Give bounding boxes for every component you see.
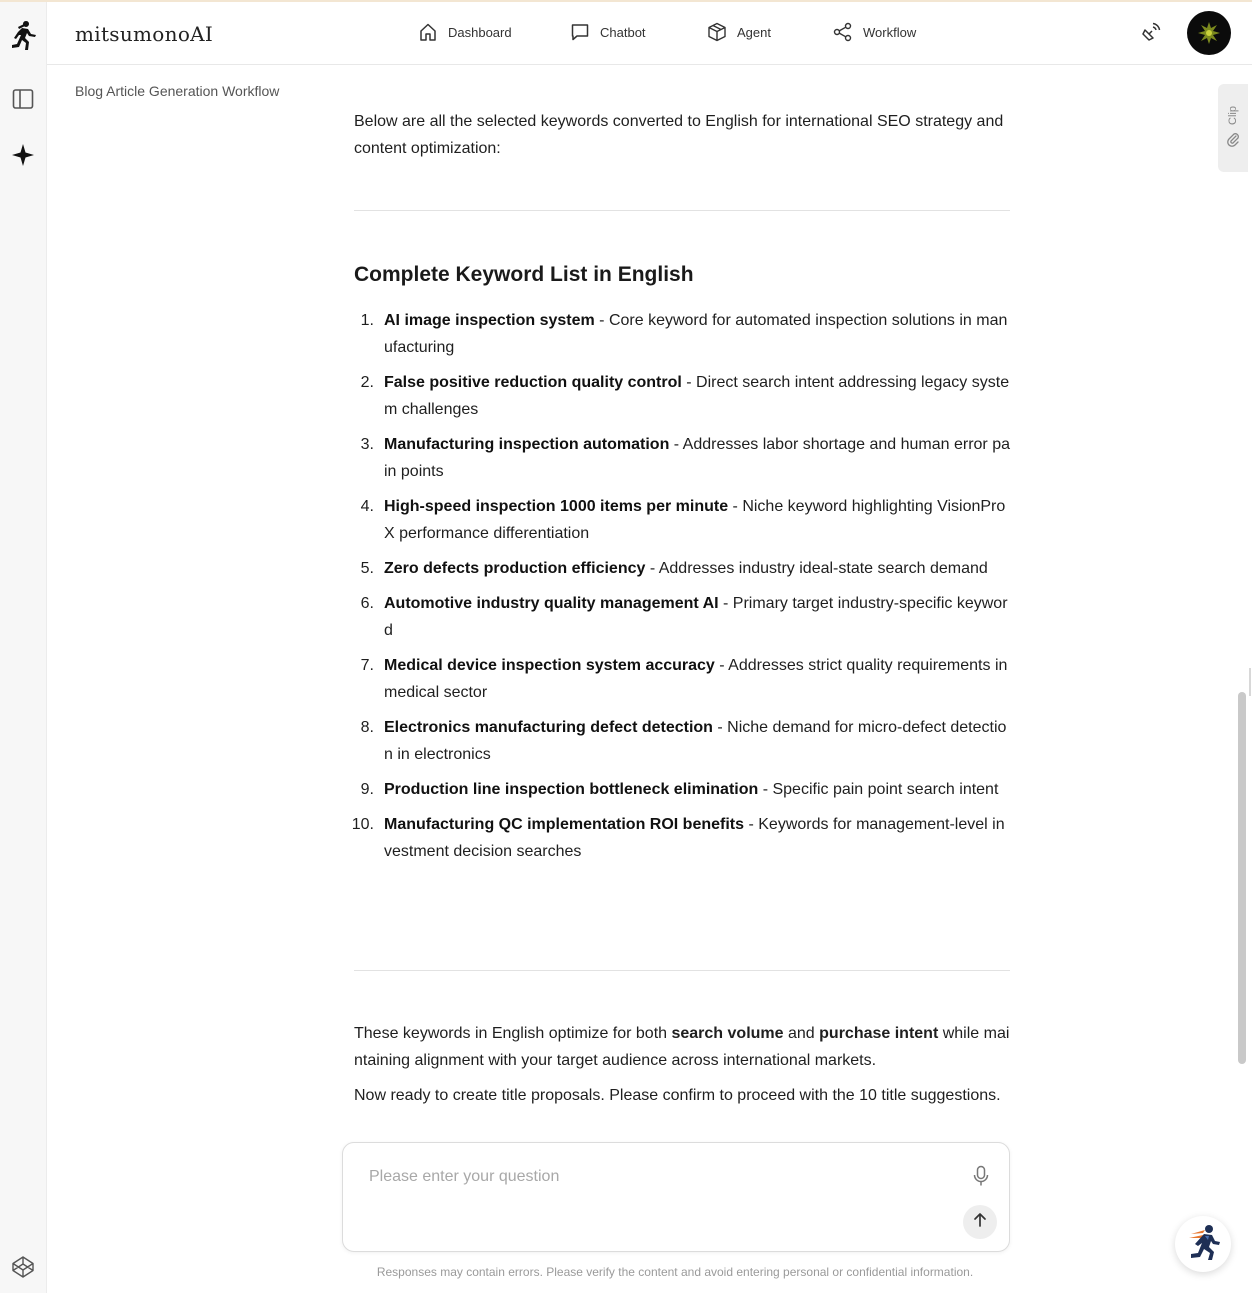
- microphone-icon[interactable]: [969, 1163, 993, 1189]
- intro-text: Below are all the selected keywords converted to English for international SEO strategy and content optimization:: [354, 113, 1004, 157]
- nav-label: Chatbot: [600, 24, 646, 40]
- keyword-term: Manufacturing inspection automation: [384, 436, 670, 453]
- list-item: [354, 555, 1010, 582]
- keyword-term: Electronics manufacturing defect detection: [384, 719, 713, 736]
- list-item: [354, 590, 1010, 644]
- sparkle-icon[interactable]: [8, 140, 38, 170]
- top-header: [47, 2, 1252, 65]
- disclaimer-text: Responses may contain errors. Please verify the content and avoid entering personal or confidential information.: [376, 1265, 974, 1279]
- list-number: 7.: [360, 657, 374, 674]
- keyword-term: Zero defects production efficiency: [384, 560, 646, 577]
- runner-logo-icon[interactable]: [8, 20, 38, 50]
- nav-chatbot[interactable]: [570, 22, 646, 42]
- outro-segment: while maintaining alignment with your target audience across international markets.: [354, 1025, 1010, 1069]
- breadcrumb[interactable]: Blog Article Generation Workflow: [75, 83, 280, 99]
- list-item: [354, 652, 1010, 706]
- list-item: [351, 811, 1010, 865]
- list-item: [354, 714, 1010, 768]
- outro-segment: and: [783, 1025, 820, 1042]
- outro-bold: purchase intent: [819, 1025, 939, 1042]
- list-number: 3.: [360, 436, 374, 453]
- list-number: 10.: [351, 816, 374, 833]
- keyword-desc: - Keywords for management-level investment decision searches: [384, 816, 1005, 860]
- nav-label: Dashboard: [448, 24, 512, 40]
- chat-composer: [342, 1142, 1010, 1252]
- list-number: 9.: [360, 781, 374, 798]
- sidebar-toggle-icon[interactable]: [8, 84, 38, 114]
- list-number: 8.: [360, 719, 374, 736]
- nav-agent[interactable]: [707, 22, 771, 42]
- brand-name[interactable]: mitsumonoAI: [75, 22, 214, 46]
- assistant-mascot-button[interactable]: [1175, 1216, 1231, 1272]
- keyword-term: Medical device inspection system accuracy: [384, 657, 715, 674]
- list-number: 4.: [360, 498, 374, 515]
- list-item: [354, 307, 1010, 361]
- keyword-list-heading: Complete Keyword List in English: [354, 263, 694, 286]
- keyword-term: False positive reduction quality control: [384, 374, 682, 391]
- scroll-edge-marker: [1249, 668, 1251, 696]
- list-number: 1.: [360, 312, 374, 329]
- outro-segment: These keywords in English optimize for both: [354, 1025, 672, 1042]
- nav-dashboard[interactable]: [418, 22, 512, 42]
- avatar[interactable]: [1187, 11, 1231, 55]
- list-number: 2.: [360, 374, 374, 391]
- runner-mascot-icon: [1183, 1222, 1223, 1267]
- home-icon: [418, 22, 438, 42]
- outro-bold: search volume: [671, 1025, 784, 1042]
- satellite-icon[interactable]: [1138, 19, 1164, 45]
- list-item: [354, 776, 1010, 803]
- keyword-desc: - Core keyword for automated inspection solutions in manufacturing: [384, 312, 1008, 356]
- question-input[interactable]: [367, 1163, 951, 1191]
- keyword-desc: - Addresses industry ideal-state search demand: [645, 560, 988, 577]
- keyword-desc: - Specific pain point search intent: [758, 781, 999, 798]
- arrow-up-icon: [972, 1212, 988, 1233]
- list-item: [354, 493, 1010, 547]
- message-outro: [354, 1020, 1010, 1117]
- scrollbar-thumb[interactable]: [1238, 692, 1246, 1064]
- keyword-term: Manufacturing QC implementation ROI benefits: [384, 816, 745, 833]
- keyword-desc: - Direct search intent addressing legacy system challenges: [384, 374, 1010, 418]
- left-rail: [0, 2, 47, 1293]
- message-intro: [354, 108, 1010, 162]
- keyword-desc: - Addresses labor shortage and human error pain points: [384, 436, 1010, 480]
- cube-icon: [707, 22, 727, 42]
- keyword-desc: - Niche demand for micro-defect detection in electronics: [384, 719, 1007, 763]
- chat-bubble-icon: [570, 22, 590, 42]
- list-number: 5.: [360, 560, 374, 577]
- keyword-term: High-speed inspection 1000 items per minute: [384, 498, 729, 515]
- nav-workflow[interactable]: [833, 22, 916, 42]
- keyword-term: AI image inspection system: [384, 312, 595, 329]
- divider: [354, 970, 1010, 971]
- keyword-term: Production line inspection bottleneck elimination: [384, 781, 759, 798]
- keyword-list: [351, 307, 1010, 873]
- nav-label: Agent: [737, 24, 771, 40]
- clip-label: Clip: [1227, 106, 1239, 125]
- keyword-desc: - Niche keyword highlighting VisionPro X performance differentiation: [384, 498, 1006, 542]
- list-number: 6.: [360, 595, 374, 612]
- keyword-desc: - Addresses strict quality requirements in medical sector: [384, 657, 1008, 701]
- send-button[interactable]: [963, 1205, 997, 1239]
- divider: [354, 210, 1010, 211]
- list-item: [354, 431, 1010, 485]
- share-nodes-icon: [833, 22, 853, 42]
- keyword-desc: - Primary target industry-specific keyword: [384, 595, 1008, 639]
- nav-label: Workflow: [863, 24, 917, 40]
- outro-text: [354, 1020, 1010, 1074]
- confirm-text: Now ready to create title proposals. Please confirm to proceed with the 10 title suggestions.: [354, 1087, 1001, 1104]
- keyword-term: Automotive industry quality management AI: [384, 595, 719, 612]
- list-item: [354, 369, 1010, 423]
